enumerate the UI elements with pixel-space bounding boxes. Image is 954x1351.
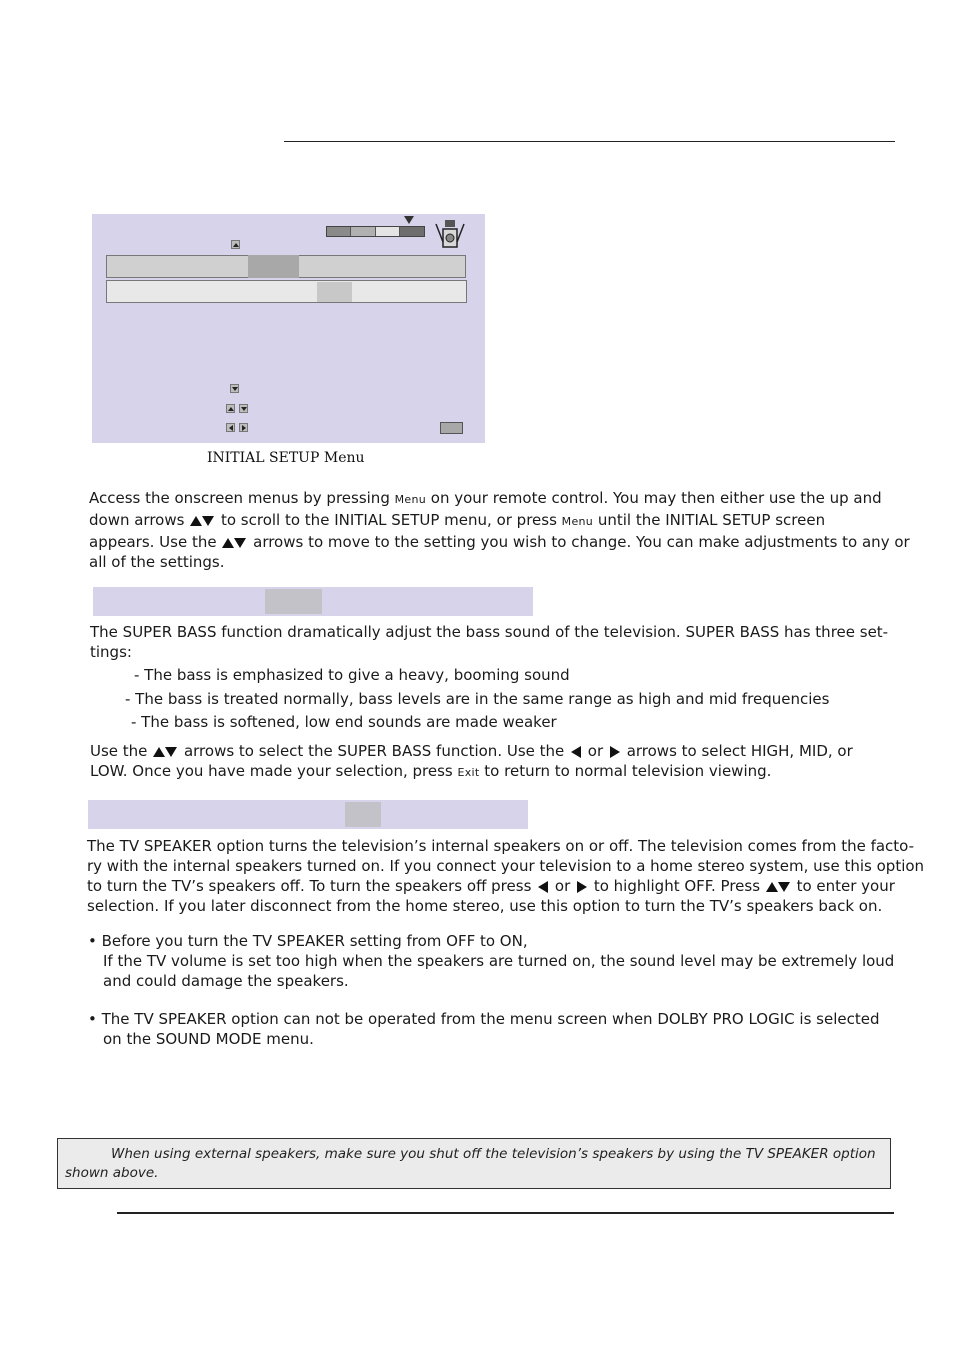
up-arrow-icon	[766, 882, 778, 892]
right-arrow-icon	[577, 881, 587, 893]
right-arrow-icon	[610, 746, 620, 758]
up-arrow-icon	[226, 404, 235, 413]
tv-speaker-bullet-2: • The TV SPEAKER option can not be operated from the menu screen when DOLBY PRO LOGIC is selected on the SOUND MODE menu.	[88, 1010, 880, 1048]
intro-paragraph: Access the onscreen menus by pressing Menu on your remote control. You may then either use the up and down arrows to scroll to the INITIAL SETUP menu, or press Menu until the INITIAL SETUP screen appears. Use the arrows to move to the setting you wish to change. You can make adjustments to any or all of the settings.	[89, 489, 910, 571]
speaker-icon	[434, 218, 466, 250]
left-arrow-icon	[226, 423, 235, 432]
down-arrow-icon	[778, 882, 790, 892]
menu-row-tv-speaker-selection	[317, 282, 352, 302]
right-arrow-icon	[239, 423, 248, 432]
tv-speaker-selection	[345, 802, 381, 827]
menu-caption: INITIAL SETUP Menu	[207, 450, 365, 466]
up-arrow-icon	[190, 516, 202, 526]
header-rule	[284, 141, 895, 142]
super-bass-option-mid: - The bass is treated normally, bass levels are in the same range as high and mid frequencies	[125, 690, 830, 708]
super-bass-option-low: - The bass is softened, low end sounds are made weaker	[131, 713, 557, 731]
scroll-down-icon	[230, 384, 239, 393]
menu-row-super-bass-selection	[248, 255, 299, 278]
down-arrow-icon	[202, 516, 214, 526]
left-arrow-icon	[538, 881, 548, 893]
up-arrow-icon	[153, 747, 165, 757]
down-arrow-icon	[234, 538, 246, 548]
down-arrow-icon	[165, 747, 177, 757]
down-arrow-icon	[239, 404, 248, 413]
super-bass-instructions: Use the arrows to select the SUPER BASS function. Use the or arrows to select HIGH, MID, or LOW. Once you have made your selection, press Exit to return to normal television viewing.	[90, 742, 853, 780]
super-bass-description: The SUPER BASS function dramatically adjust the bass sound of the television. SUPER BASS has three set- tings:	[90, 623, 889, 661]
tv-speaker-bullet-1: • Before you turn the TV SPEAKER setting from OFF to ON, If the TV volume is set too high when the speakers are turned on, the sound level may be extremely loud and could damage the speakers.	[88, 932, 895, 990]
initial-setup-menu-screen	[92, 214, 485, 443]
tv-speaker-description: The TV SPEAKER option turns the television’s internal speakers on or off. The television comes from the facto- ry with the internal speakers turned on. If you connect your television to a home stereo system, use this option to turn the TV’s speakers off. To turn the speakers off press or to highlight OFF. Press to enter your selection. If you later disconnect from the home stereo, use this option to turn the TV’s speakers back on.	[87, 837, 925, 915]
note-text: When using external speakers, make sure you shut off the television’s speakers by using the TV SPEAKER option shown above.	[65, 1146, 876, 1181]
footer-rule	[117, 1212, 894, 1214]
menu-row-tv-speaker	[106, 280, 467, 303]
left-arrow-icon	[571, 746, 581, 758]
up-arrow-icon	[222, 538, 234, 548]
scroll-up-icon	[231, 240, 240, 249]
menu-progress-bar	[326, 226, 425, 237]
tv-speaker-menu-bar	[88, 800, 528, 829]
progress-marker-icon	[404, 216, 414, 224]
exit-key-icon	[440, 422, 463, 434]
super-bass-selection	[265, 589, 322, 614]
super-bass-option-high: - The bass is emphasized to give a heavy, booming sound	[134, 666, 570, 684]
